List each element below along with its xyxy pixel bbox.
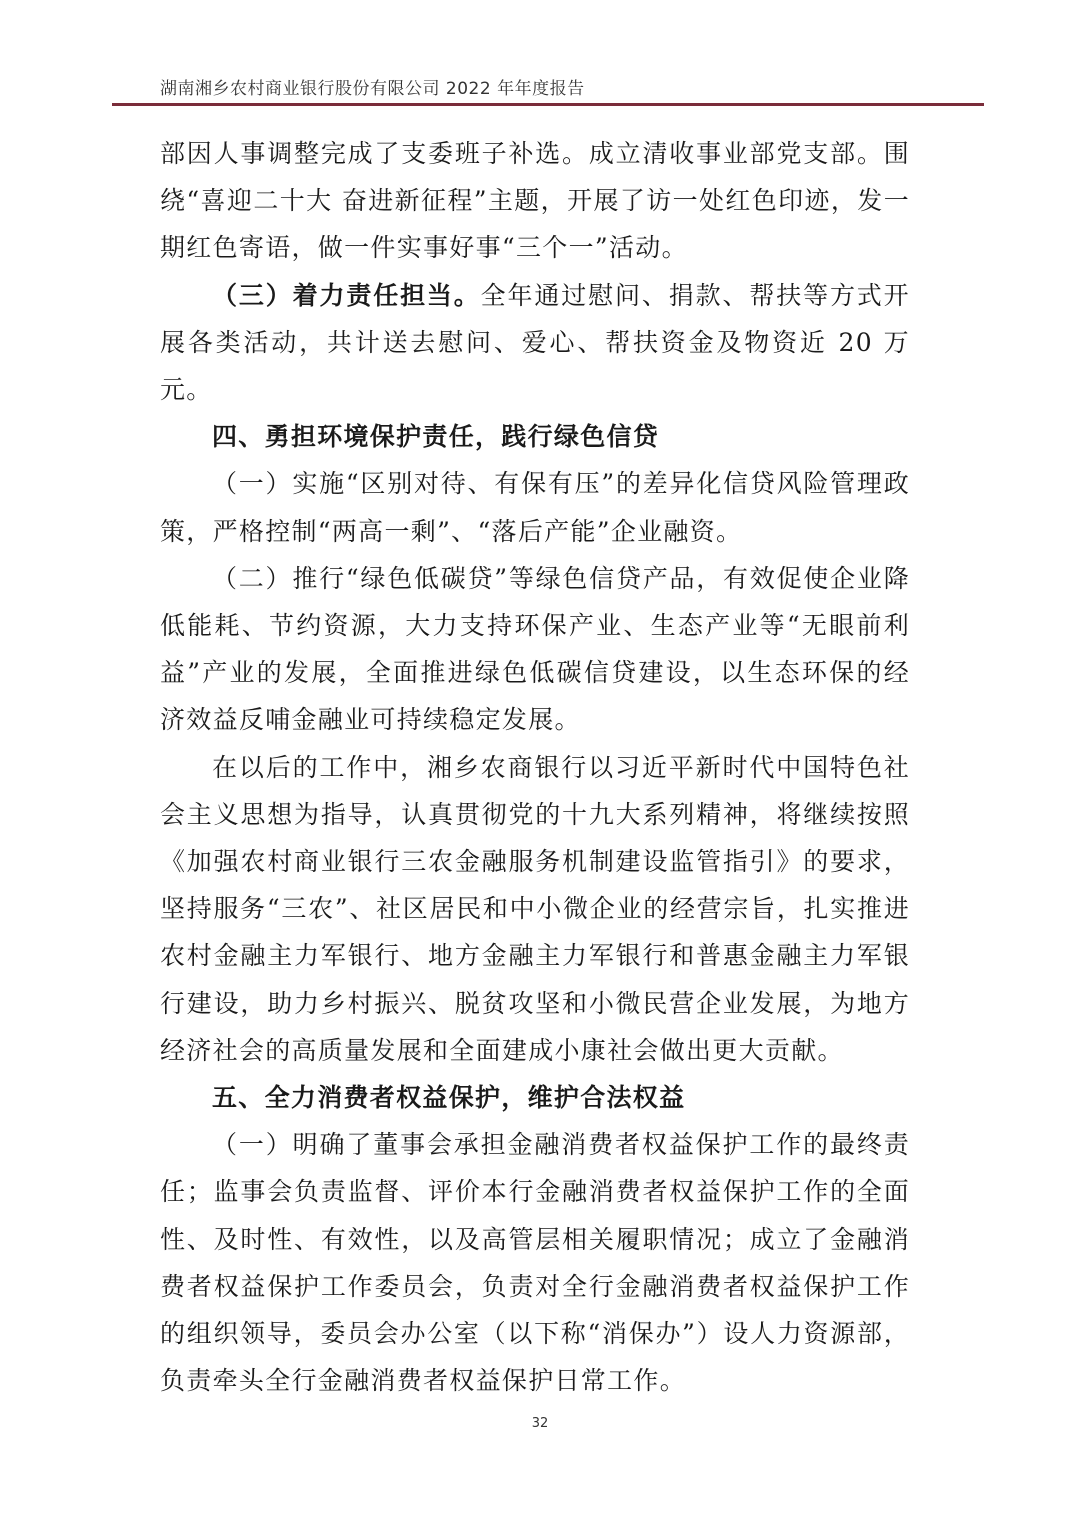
- paragraph-lead: （三）着力责任担当。: [212, 280, 481, 310]
- paragraph-text: 全年通过慰问、捐款、帮扶等方式开展各类活动，共计送去慰问、爱心、帮扶资金及物资近 20 万元。: [160, 280, 910, 405]
- paragraph-future-work: 在以后的工作中，湘乡农商银行以习近平新时代中国特色社会主义思想为指导，认真贯彻党的十九大系列精神，将继续按照《加强农村商业银行三农金融服务机制建设监管指引》的要求，坚持服务“三农”、社区居民和中小微企业的经营宗旨，扎实推进农村金融主力军银行、地方金融主力军银行和普惠金融主力军银行建设，助力乡村振兴、脱贫攻坚和小微民营企业发展，为地方经济社会的高质量发展和全面建成小康社会做出更大贡献。: [160, 752, 910, 1065]
- paragraph-responsibility: [160, 272, 910, 414]
- body-text: [160, 130, 910, 1404]
- page-number: 32: [531, 1416, 549, 1431]
- section-heading-5: 五、全力消费者权益保护，维护合法权益: [212, 1083, 686, 1113]
- paragraph-green-credit: （二）推行“绿色低碳贷”等绿色信贷产品，有效促使企业降低能耗、节约资源，大力支持环保产业、生态产业等“无眼前利益”产业的发展，全面推进绿色低碳信贷建设，以生态环保的经济效益反哺金融业可持续稳定发展。: [160, 563, 910, 735]
- header-rule: [112, 103, 984, 106]
- section-heading-4: 四、勇担环境保护责任，践行绿色信贷: [212, 422, 660, 452]
- report-header: 湖南湘乡农村商业银行股份有限公司 2022 年年度报告: [160, 79, 585, 99]
- paragraph-consumer-protection: （一）明确了董事会承担金融消费者权益保护工作的最终责任；监事会负责监督、评价本行金融消费者权益保护工作的全面性、及时性、有效性，以及高管层相关履职情况；成立了金融消费者权益保护工作委员会，负责对全行金融消费者权益保护工作的组织领导，委员会办公室（以下称“消保办”）设人力资源部，负责牵头全行金融消费者权益保护日常工作。: [160, 1130, 910, 1396]
- paragraph-credit-policy: （一）实施“区别对待、有保有压”的差异化信贷风险管理政策，严格控制“两高一剩”、“落后产能”企业融资。: [160, 469, 910, 546]
- paragraph-continuation: 部因人事调整完成了支委班子补选。成立清收事业部党支部。围绕“喜迎二十大 奋进新征程”主题，开展了访一处红色印迹，发一期红色寄语，做一件实事好事“三个一”活动。: [160, 139, 910, 263]
